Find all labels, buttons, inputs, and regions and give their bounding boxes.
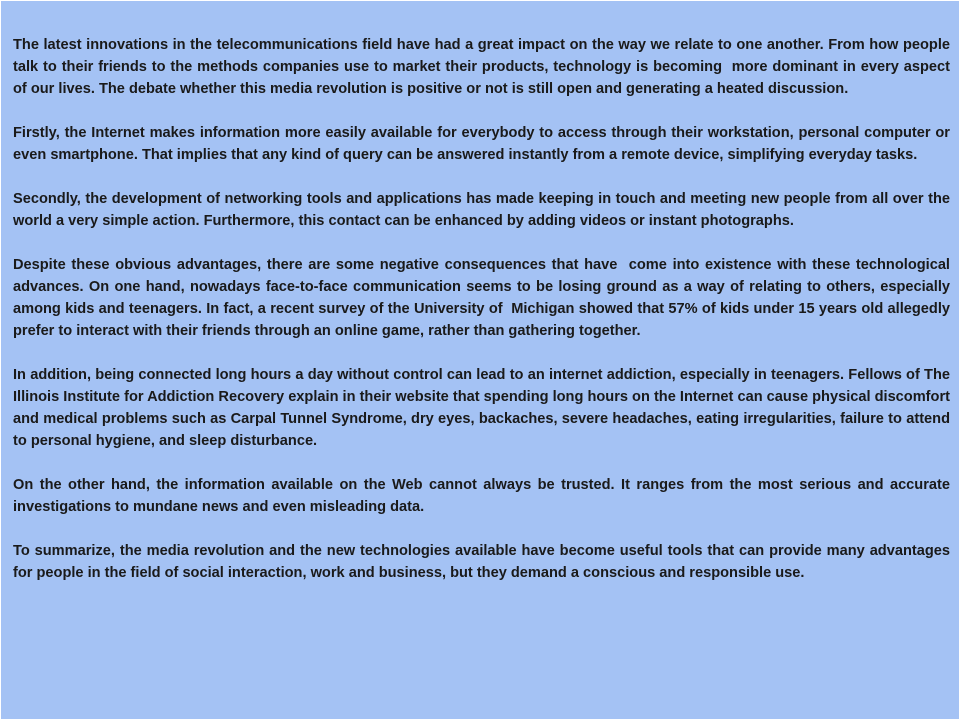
paragraph-summary: To summarize, the media revolution and the new technologies available have become useful tools that can provide many advantages for people in the field of social interaction, work and business, but they demand a conscious and responsible use. <box>13 543 955 581</box>
paragraph-disadvantages: Despite these obvious advantages, there are some negative consequences that have come into existence with these technological advances. On one hand, nowadays face-to-face communication seems to be losing ground as a way of relating to others, especially among kids and teenagers. In fact, a recent survey of the University of Michigan showed that 57% of kids under 15 years old allegedly prefer to interact with their friends through an online game, rather than gathering together. <box>13 257 955 339</box>
paragraph-secondly: Secondly, the development of networking tools and applications has made keeping in touch and meeting new people from all over the world a very simple action. Furthermore, this contact can be enhanced by adding videos or instant photographs. <box>13 191 955 229</box>
paragraph-trust: On the other hand, the information available on the Web cannot always be trusted. It ranges from the most serious and accurate investigations to mundane news and even misleading data. <box>13 477 955 515</box>
paragraph-firstly: Firstly, the Internet makes information more easily available for everybody to access through their workstation, personal computer or even smartphone. That implies that any kind of query can be answered instantly from a remote device, simplifying everyday tasks. <box>13 125 955 163</box>
slide-text-panel <box>1 1 959 719</box>
paragraph-introduction: The latest innovations in the telecommunications field have had a great impact on the way we relate to one another. From how people talk to their friends to the methods companies use to market their products, technology is becoming more dominant in every aspect of our lives. The debate whether this media revolution is positive or not is still open and generating a heated discussion. <box>13 37 955 97</box>
paragraph-addiction: In addition, being connected long hours a day without control can lead to an internet addiction, especially in teenagers. Fellows of The Illinois Institute for Addiction Recovery explain in their website that spending long hours on the Internet can cause physical discomfort and medical problems such as Carpal Tunnel Syndrome, dry eyes, backaches, severe headaches, eating irregularities, failure to attend to personal hygiene, and sleep disturbance. <box>13 367 955 449</box>
